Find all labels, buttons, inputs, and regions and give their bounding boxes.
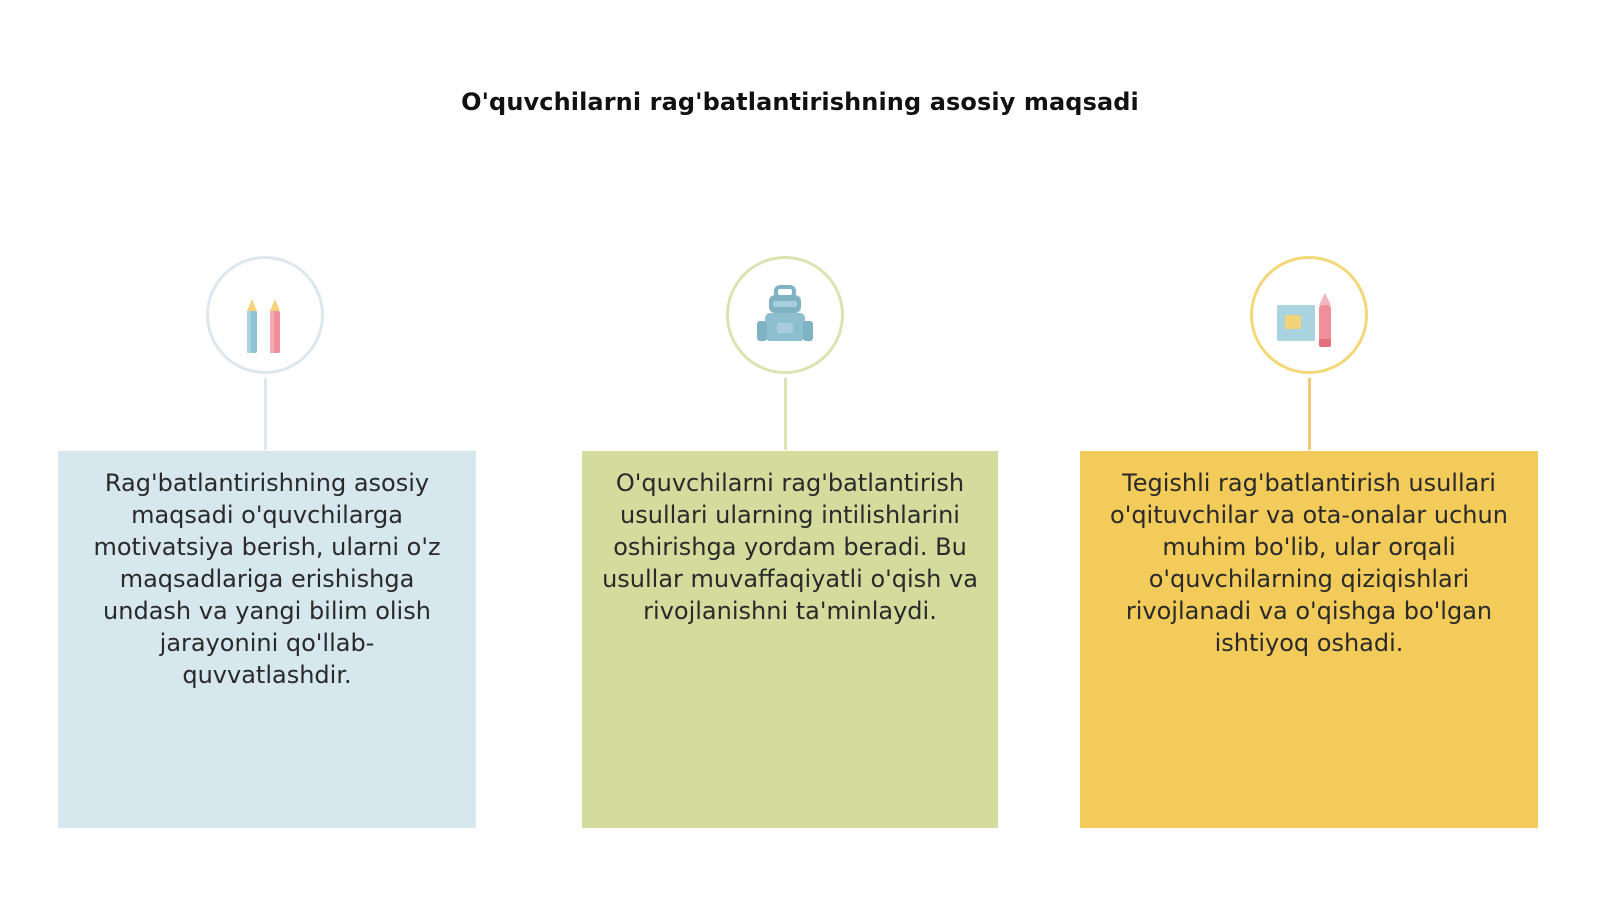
slide-title: O'quvchilarni rag'batlantirishning asosiy maqsadi (461, 88, 1139, 116)
icon-circle-3 (1250, 256, 1368, 374)
backpack-icon (729, 259, 841, 371)
info-card-2 (582, 451, 998, 828)
card-text-3: Tegishli rag'batlantirish usullari o'qituvchilar va ota-onalar uchun muhim bo'lib, ular orqali o'quvchilarning qiziqishlari rivojlanadi va o'qishga bo'lgan ishtiyoq oshadi. (1110, 469, 1508, 657)
colored-pencils-icon (209, 259, 321, 371)
card-text-2: O'quvchilarni rag'batlantirish usullari ularning intilishlarini oshirishga yordam beradi. Bu usullar muvaffaqiyatli o'qish va rivojlanishni ta'minlaydi. (602, 469, 978, 625)
icon-circle-1 (206, 256, 324, 374)
card-text-1: Rag'batlantirishning asosiy maqsadi o'quvchilarga motivatsiya berish, ularni o'z maqsadlariga erishishga undash va yangi bilim olish jarayonini qo'llab-quvvatlashdir. (93, 469, 441, 689)
connector-line-3 (1308, 378, 1311, 450)
connector-line-2 (784, 378, 787, 450)
info-card-3 (1080, 451, 1538, 828)
icon-circle-2 (726, 256, 844, 374)
paper-and-pencil-icon (1253, 259, 1365, 371)
connector-line-1 (264, 378, 267, 450)
info-card-1 (58, 451, 476, 828)
